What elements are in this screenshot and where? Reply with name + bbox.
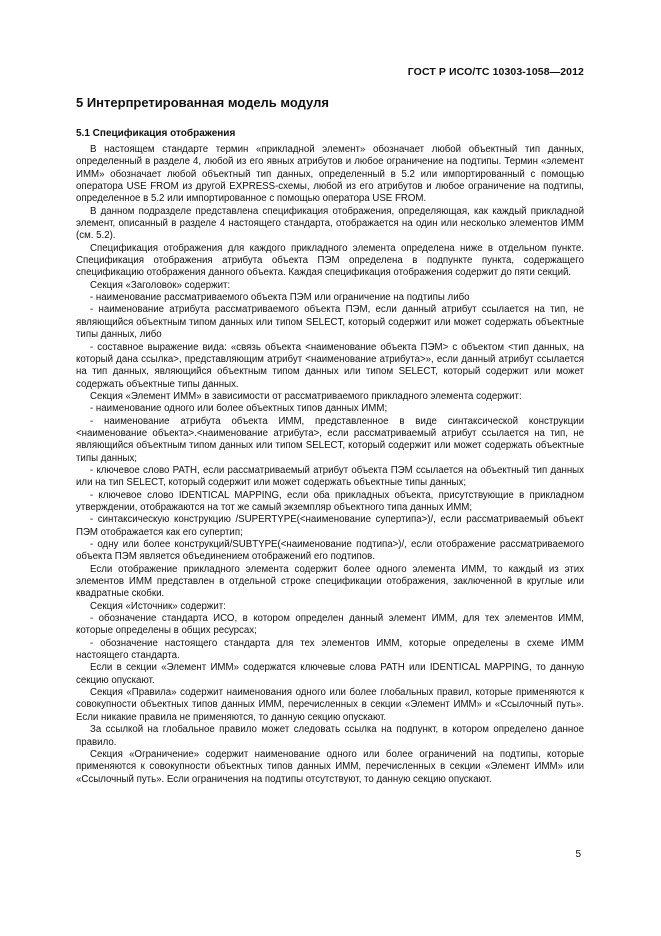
- section-title: 5 Интерпретированная модель модуля: [76, 95, 329, 110]
- list-item: - наименование атрибута рассматриваемого объекта ПЭМ, если данный атрибут ссылается на тип, не являющийся объектным типом данных или типом SELECT, который содержит или может содержать объектные типы данных, либо: [76, 304, 584, 341]
- list-item: - наименование одного или более объектных типов данных ИММ;: [90, 403, 388, 415]
- paragraph: Секция «Правила» содержит наименования одного или более глобальных правил, которые применяются к совокупности объектных типов данных ИММ, перечисленных в секции «Элемент ИММ» и «Ссылочный путь». Если никакие правила не применяются, то данную секцию опускают.: [76, 687, 584, 723]
- paragraph: За ссылкой на глобальное правило может следовать ссылка на подпункт, в котором определено данное правило.: [76, 724, 584, 748]
- list-item: - ключевое слово IDENTICAL MAPPING, если оба прикладных объекта, присутствующие в прикладном утверждении, отображаются на тот же самый экземпляр объектного типа данных ИММ;: [76, 489, 584, 513]
- paragraph: Секция «Заголовок» содержит:: [90, 279, 231, 291]
- paragraph: В настоящем стандарте термин «прикладной элемент» обозначает любой объектный тип данных, определенный в разделе 4, любой из его явных атрибутов и любое ограничение на подтипы. Термин «элемент ИММ» обозначает любой объектный тип данных, определенный в 5.2 или импортированный с помощью оператора USE FROM из другой EXPRESS-схемы, любой из его атрибутов и любое ограничение на подтипы, определенное в 5.2 или импортированное с помощью оператора USE FROM.: [76, 144, 584, 205]
- standard-header: ГОСТ Р ИСО/ТС 10303-1058—2012: [407, 66, 584, 78]
- paragraph: Спецификация отображения для каждого прикладного элемента определена ниже в отдельном пункте. Спецификация отображения атрибута объекта ПЭМ определена в подпункте пункта, содержащего спецификацию отображения данного объекта. Каждая спецификация отображения содержит до пяти секций.: [76, 242, 584, 279]
- paragraph: В данном подразделе представлена спецификация отображения, определяющая, как каждый прикладной элемент, описанный в разделе 4 настоящего стандарта, отображается на один или несколько элементов ИММ (см. 5.2).: [76, 205, 584, 242]
- paragraph: Если в секции «Элемент ИММ» содержатся ключевые слова PATH или IDENTICAL MAPPING, то данную секцию опускают.: [76, 662, 584, 686]
- list-item: - обозначение стандарта ИСО, в котором определен данный элемент ИММ, для тех элементов ИММ, которые определены в общих ресурсах;: [76, 613, 584, 637]
- list-item: - наименование атрибута объекта ИММ, представленное в виде синтаксической конструкции <наименование объекта>.<наименование атрибута>, если рассматриваемый атрибут ссылается на тип, не являющийся объектным типом данных или типом SELECT, который содержит или может содержать объектные типы данных;: [76, 415, 584, 464]
- paragraph: Секция «Источник» содержит:: [90, 600, 226, 612]
- paragraph: Если отображение прикладного элемента содержит более одного элемента ИММ, то каждый из этих элементов ИММ представлен в отдельной строке спецификации отображения, заключенной в круглые или квадратные скобки.: [76, 563, 584, 600]
- list-item: - ключевое слово PATH, если рассматриваемый атрибут объекта ПЭМ ссылается на объектный тип данных или на тип SELECT, который содержит или может содержать объектные типы данных;: [76, 464, 584, 489]
- paragraph: Секция «Элемент ИММ» в зависимости от рассматриваемого прикладного элемента содержит:: [90, 390, 522, 402]
- list-item: - одну или более конструкций/SUBTYPE(<наименование подтипа>)/, если отображение рассматриваемого объекта ПЭМ является объединением отображений его подтипов.: [76, 539, 584, 563]
- list-item: - синтаксическую конструкцию /SUPERTYPE(<наименование супертипа>)/, если рассматриваемый объект ПЭМ отображается как его супертип;: [76, 514, 584, 538]
- page-number: 5: [575, 849, 581, 860]
- body-text: [76, 144, 584, 786]
- list-item: - наименование рассматриваемого объекта ПЭМ или ограничение на подтипы либо: [90, 292, 470, 304]
- list-item: - обозначение настоящего стандарта для тех элементов ИММ, которые определены в схеме ИММ настоящего стандарта.: [76, 637, 584, 662]
- paragraph: Секция «Ограничение» содержит наименование одного или более ограничений на подтипы, которые применяются к совокупности объектных типов данных ИММ, перечисленных в секции «Элемент ИММ» или «Ссылочный путь». Если ограничения на подтипы отсутствуют, то данную секцию опускают.: [76, 748, 584, 785]
- list-item: - составное выражение вида: «связь объекта <наименование объекта ПЭМ> с объектом <тип данных, на который дана ссылка>, представляющим атрибут <наименование атрибута>», если данный атрибут ссылается на тип данных, являющийся объектным типом данных или типом SELECT, который содержит или может содержать объектные типы данных.: [76, 341, 584, 390]
- subsection-title: 5.1 Спецификация отображения: [76, 128, 236, 139]
